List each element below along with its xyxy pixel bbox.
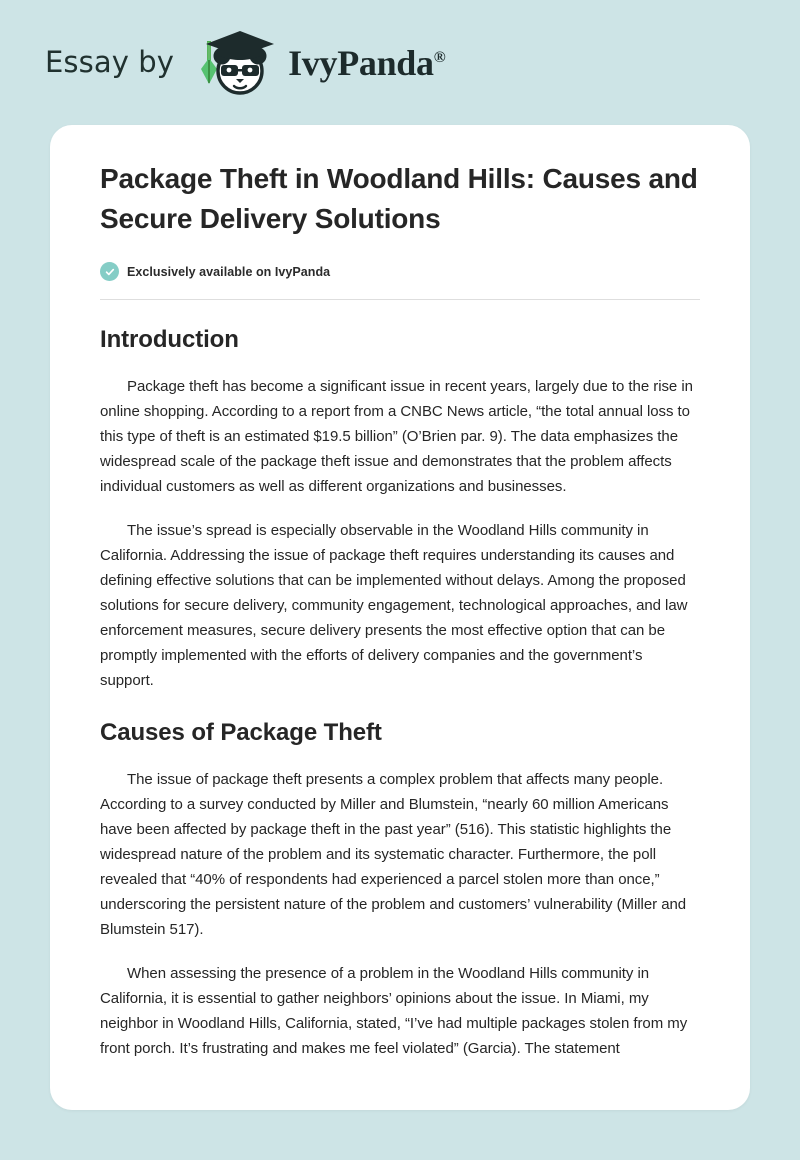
check-circle-icon [100,262,119,281]
header-divider [100,299,700,300]
essay-by-label: Essay by [45,45,175,79]
exclusive-badge-label: Exclusively available on IvyPanda [127,264,331,279]
ivypanda-logo-lockup[interactable] [45,29,445,97]
section-heading-causes-of-package-theft: Causes of Package Theft [100,719,382,747]
paragraph: The issue of package theft presents a complex problem that affects many people. According to a survey conducted by Miller and Blumstein, “nearly 60 million Americans have been affected by package theft in the past year” (516). This statistic highlights the widespread nature of the problem and its systematic character. Furthermore, the poll revealed that “40% of respondents had experienced a parcel stolen more than once,” underscoring the persistent nature of the problem and customers’ vulnerability (Miller and Blumstein 517). [100,771,687,939]
paragraph: Package theft has become a significant issue in recent years, largely due to the rise in online shopping. According to a report from a CNBC News article, “the total annual loss to this type of theft is an estimated $19.5 billion” (O’Brien par. 9). The data emphasizes the widespread scale of the package theft issue and demonstrates that the problem affects individual customers as well as different organizations and businesses. [100,378,693,496]
section-heading-introduction: Introduction [100,326,239,354]
paragraph: When assessing the presence of a problem in the Woodland Hills community in California, it is essential to gather neighbors’ opinions about the issue. In Miami, my neighbor in Woodland Hills, California, stated, “I’ve had multiple packages stolen from my front porch. It’s frustrating and makes me feel violated” (Garcia). The statement [100,965,688,1058]
ivypanda-wordmark [288,42,446,83]
brand-name: IvyPanda [288,42,434,83]
essay-card [50,125,750,1110]
page-title: Package Theft in Woodland Hills: Causes and Secure Delivery Solutions [100,163,698,235]
panda-graduate-logo-icon [190,29,278,97]
paragraph: The issue’s spread is especially observable in the Woodland Hills community in California. Addressing the issue of package theft requires understanding its causes and defining effective solutions that can be implemented without delays. Among the proposed solutions for secure delivery, community engagement, technological approaches, and law enforcement measures, secure delivery presents the most effective option that can be promptly implemented with the efforts of delivery companies and the government’s support. [100,522,688,690]
exclusive-badge [100,262,700,281]
registered-trademark-mark: ® [433,48,446,66]
brand-header [0,0,800,125]
